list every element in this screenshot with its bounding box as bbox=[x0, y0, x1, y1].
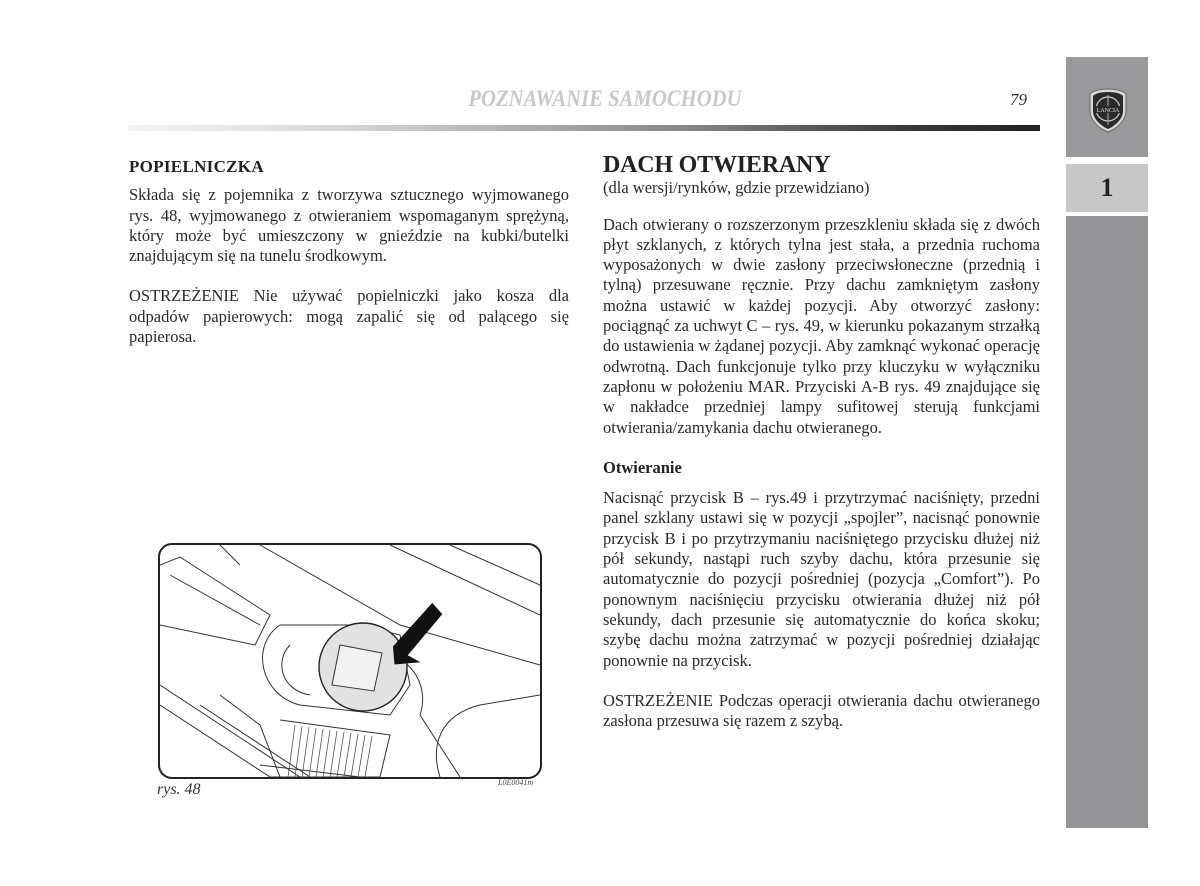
ashtray-illustration-icon bbox=[160, 545, 540, 777]
chapter-tab[interactable]: 1 bbox=[1066, 164, 1148, 212]
warning-paragraph: OSTRZEŻENIE Nie używać popielniczki jako kosza dla odpadów papierowych: mogą zapalić się od palącego się papierosa. bbox=[129, 286, 569, 347]
section-heading-ashtray: POPIELNICZKA bbox=[129, 157, 264, 176]
warning-paragraph: OSTRZEŻENIE Podczas operacji otwierania dachu otwieranego zasłona przesuwa się razem z szybą. bbox=[603, 690, 1040, 731]
figure-caption: rys. 48 bbox=[157, 781, 201, 798]
section-heading-sunroof: DACH OTWIERANY bbox=[603, 152, 831, 178]
paragraph: Nacisnąć przycisk B – rys.49 i przytrzymać naciśnięty, przedni panel szklany ustawi się w pozycji „spojler”, nacisnąć ponownie przycisk B i po przytrzymaniu naciśniętego przycisku dłużej niż pół sekundy, nastąpi ruch szyby dachu, która przesunie się automatycznie do pozycji pośredniej (pozycja „Comfort”). Po ponownym naciśnięciu przycisku otwierania dłużej niż pół sekundy, dach przesunie się automatycznie do końca skoku; szybę dachu można zatrzymać w pozycji pośredniej działając ponownie na przycisk. bbox=[603, 488, 1040, 670]
subheading-opening: Otwieranie bbox=[603, 457, 682, 477]
figure-ashtray bbox=[158, 543, 542, 779]
page-number: 79 bbox=[1010, 90, 1027, 109]
header-divider bbox=[128, 125, 1040, 131]
sidebar-logo-block[interactable] bbox=[1066, 57, 1148, 157]
paragraph: Składa się z pojemnika z tworzywa sztucznego wyjmowanego rys. 48, wyjmowanego z otwieraniem wspomaganym sprężyną, który może być umieszczony w gnieździe na kubki/butelki znajdującym się na tunelu środkowym. bbox=[129, 185, 569, 266]
sidebar-chapter-bar bbox=[1066, 216, 1148, 828]
right-column bbox=[603, 152, 1040, 751]
figure-code: L0E0041m bbox=[498, 778, 534, 787]
left-column bbox=[129, 157, 569, 367]
logo-text: LANCIA bbox=[1096, 108, 1120, 114]
paragraph: Dach otwierany o rozszerzonym przeszkleniu składa się z dwóch płyt szklanych, z których tylna jest stała, a przednia ruchoma wyposażonych w dwie zasłony przeciwsłoneczne (przednią i tylną) przesuwane ręcznie. Przy dachu zamkniętym zasłony można ustawić w każdej pozycji. Aby otworzyć zasłony: pociągnąć za uchwyt C – rys. 49, w kierunku pokazanym strzałką do ustawienia w żądanej pozycji. Aby zamknąć wykonać operację odwrotną. Dach funkcjonuje tylko przy kluczyku w wyłączniku zapłonu w położeniu MAR. Przyciski A-B rys. 49 znajdujące się w nakładce przedniej lampy sufitowej sterują funkcjami otwierania/zamykania dachu otwieranego. bbox=[603, 214, 1040, 437]
section-subtitle: (dla wersji/rynków, gdzie przewidziano) bbox=[603, 178, 870, 198]
chapter-title: POZNAWANIE SAMOCHODU bbox=[468, 86, 742, 111]
lancia-logo-icon bbox=[1088, 87, 1128, 133]
